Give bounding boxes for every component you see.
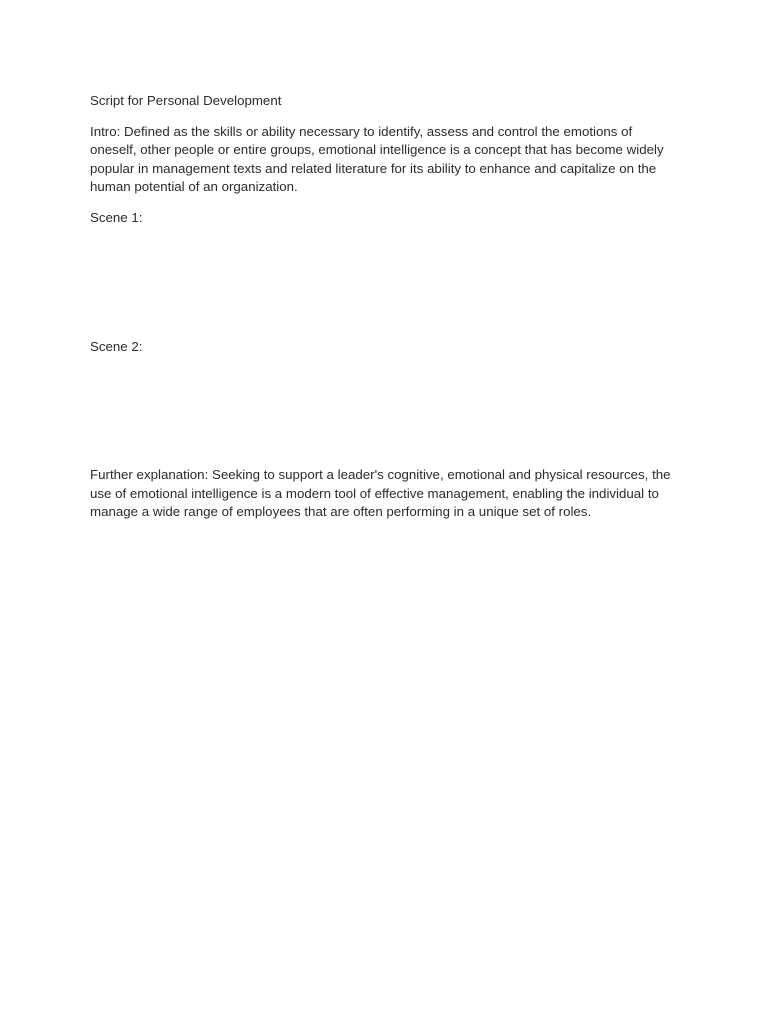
- document-body: [90, 92, 680, 522]
- document-title: Script for Personal Development: [90, 93, 282, 108]
- scene-2-heading: Scene 2:: [90, 338, 143, 354]
- further-explanation-paragraph: Further explanation: Seeking to support a leader's cognitive, emotional and physical resources, the use of emotional intelligence is a modern tool of effective management, enabling the individual to manage a wide range of employees that are often performing in a unique set of roles.: [90, 467, 671, 520]
- intro-paragraph: Intro: Defined as the skills or ability necessary to identify, assess and control the emotions of oneself, other people or entire groups, emotional intelligence is a concept that has become widely popular in management texts and related literature for its ability to enhance and capitalize on the human potential of an organization.: [90, 123, 664, 195]
- scene-1-heading: Scene 1:: [90, 209, 143, 225]
